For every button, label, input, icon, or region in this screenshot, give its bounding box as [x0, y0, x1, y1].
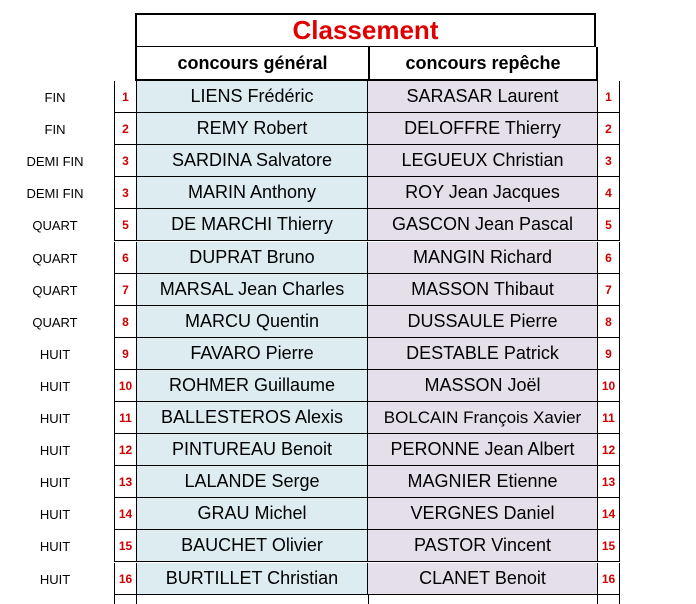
rank-repeche: 4 [598, 177, 620, 209]
rank-general: 7 [114, 274, 136, 306]
stage-label: HUIT [39, 506, 71, 522]
repeche-name: GASCON Jean Pascal [368, 209, 598, 241]
repeche-name: BOLCAIN François Xavier [368, 402, 598, 434]
repeche-name: MAGNIER Etienne [368, 466, 598, 498]
header-concours-general: concours général [135, 47, 368, 81]
rank-general: 16 [114, 563, 136, 595]
stage-label: QUART [32, 282, 78, 298]
general-name: REMY Robert [136, 113, 368, 145]
repeche-name: PASTOR Vincent [368, 530, 598, 562]
repeche-name: PERONNE Jean Albert [368, 434, 598, 466]
rank-general: 11 [114, 402, 136, 434]
repeche-name: DELOFFRE Thierry [368, 113, 598, 145]
rank-general: 6 [114, 242, 136, 274]
general-name: MARIN Anthony [136, 177, 368, 209]
rank-repeche: 9 [598, 338, 620, 370]
table-edge-right [619, 594, 620, 604]
repeche-name: DESTABLE Patrick [368, 338, 598, 370]
rank-repeche: 11 [598, 402, 620, 434]
repeche-name: MANGIN Richard [368, 242, 598, 274]
rank-repeche: 14 [598, 498, 620, 530]
repeche-name: ROY Jean Jacques [368, 177, 598, 209]
rank-repeche: 2 [598, 113, 620, 145]
repeche-name: MASSON Joël [368, 370, 598, 402]
table-edge-repeche [597, 594, 598, 604]
rank-general: 12 [114, 434, 136, 466]
rank-general: 14 [114, 498, 136, 530]
stage-label: DEMI FIN [26, 153, 84, 169]
general-name: DE MARCHI Thierry [136, 209, 368, 241]
general-name: ROHMER Guillaume [136, 370, 368, 402]
repeche-name: MASSON Thibaut [368, 274, 598, 306]
rank-repeche: 7 [598, 274, 620, 306]
rank-repeche: 6 [598, 242, 620, 274]
repeche-name: SARASAR Laurent [368, 81, 598, 113]
general-name: BURTILLET Christian [136, 563, 368, 595]
stage-label: QUART [32, 314, 78, 330]
rank-repeche: 15 [598, 530, 620, 562]
rank-general: 10 [114, 370, 136, 402]
stage-label: HUIT [39, 571, 71, 587]
repeche-name: DUSSAULE Pierre [368, 306, 598, 338]
rank-repeche: 13 [598, 466, 620, 498]
rank-repeche: 1 [598, 81, 620, 113]
general-name: LIENS Frédéric [136, 81, 368, 113]
general-name: DUPRAT Bruno [136, 242, 368, 274]
stage-label: HUIT [39, 410, 71, 426]
rank-repeche: 3 [598, 145, 620, 177]
general-name: LALANDE Serge [136, 466, 368, 498]
stage-label: FIN [44, 121, 66, 137]
general-name: GRAU Michel [136, 498, 368, 530]
general-name: BALLESTEROS Alexis [136, 402, 368, 434]
rank-repeche: 16 [598, 563, 620, 595]
rank-general: 2 [114, 113, 136, 145]
stage-label: HUIT [39, 442, 71, 458]
table-edge-general [136, 594, 137, 604]
stage-label: QUART [32, 250, 78, 266]
general-name: BAUCHET Olivier [136, 530, 368, 562]
rank-repeche: 5 [598, 209, 620, 241]
rank-general: 3 [114, 145, 136, 177]
general-name: MARSAL Jean Charles [136, 274, 368, 306]
page-title: Classement [292, 15, 439, 45]
title-box [135, 13, 596, 47]
rank-repeche: 10 [598, 370, 620, 402]
general-name: PINTUREAU Benoit [136, 434, 368, 466]
stage-label: DEMI FIN [26, 185, 84, 201]
rank-general: 13 [114, 466, 136, 498]
rank-repeche: 12 [598, 434, 620, 466]
stage-label: HUIT [39, 474, 71, 490]
general-name: SARDINA Salvatore [136, 145, 368, 177]
repeche-name: LEGUEUX Christian [368, 145, 598, 177]
rank-general: 8 [114, 306, 136, 338]
table-edge-middle [368, 594, 369, 604]
rank-repeche: 8 [598, 306, 620, 338]
stage-label: HUIT [39, 346, 71, 362]
header-concours-repeche: concours repêche [368, 47, 598, 81]
table-edge-left [114, 594, 115, 604]
stage-label: FIN [44, 89, 66, 105]
general-name: MARCU Quentin [136, 306, 368, 338]
general-name: FAVARO Pierre [136, 338, 368, 370]
repeche-name: CLANET Benoit [368, 563, 598, 595]
stage-label: HUIT [39, 538, 71, 554]
rank-general: 5 [114, 209, 136, 241]
rank-general: 9 [114, 338, 136, 370]
rank-general: 1 [114, 81, 136, 113]
rank-general: 15 [114, 530, 136, 562]
repeche-name: VERGNES Daniel [368, 498, 598, 530]
stage-label: HUIT [39, 378, 71, 394]
stage-label: QUART [32, 217, 78, 233]
rank-general: 3 [114, 177, 136, 209]
